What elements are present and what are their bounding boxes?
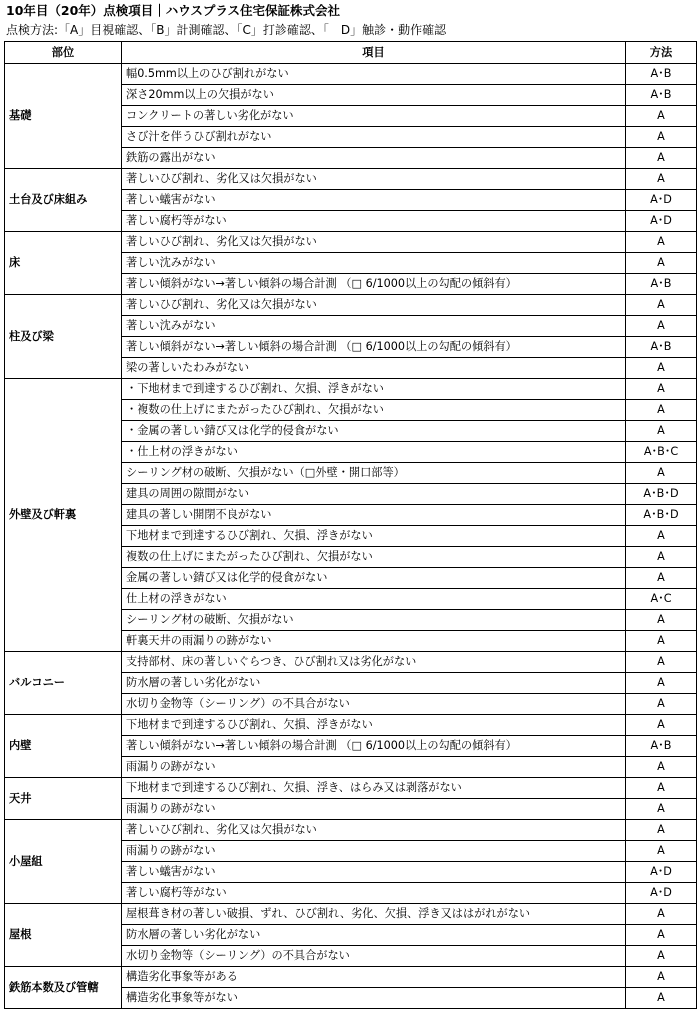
part-cell: 外壁及び軒裏	[5, 379, 122, 652]
column-header-part: 部位	[5, 42, 122, 64]
method-cell: A	[626, 652, 697, 673]
method-cell: A･B･D	[626, 484, 697, 505]
method-cell: A	[626, 253, 697, 274]
table-row	[5, 715, 697, 736]
part-cell: 土台及び床組み	[5, 169, 122, 232]
item-cell: 防水層の著しい劣化がない	[122, 673, 626, 694]
method-cell: A	[626, 127, 697, 148]
method-cell: A	[626, 463, 697, 484]
item-cell: 雨漏りの跡がない	[122, 799, 626, 820]
item-cell: 屋根葺き材の著しい破損、ずれ、ひび割れ、劣化、欠損、浮き又ははがれがない	[122, 904, 626, 925]
method-cell: A･B	[626, 274, 697, 295]
method-cell: A	[626, 988, 697, 1009]
item-cell: 構造劣化事象等がない	[122, 988, 626, 1009]
method-cell: A	[626, 379, 697, 400]
method-cell: A･B	[626, 337, 697, 358]
method-cell: A･B･D	[626, 505, 697, 526]
method-cell: A	[626, 400, 697, 421]
method-cell: A	[626, 799, 697, 820]
part-cell: 屋根	[5, 904, 122, 967]
table-row	[5, 379, 697, 400]
item-cell: 深さ20mm以上の欠損がない	[122, 85, 626, 106]
method-cell: A･C	[626, 589, 697, 610]
method-cell: A	[626, 316, 697, 337]
method-cell: A･D	[626, 211, 697, 232]
item-cell: ・仕上材の浮きがない	[122, 442, 626, 463]
part-cell: 柱及び梁	[5, 295, 122, 379]
item-cell: シーリング材の破断、欠損がない（□外壁・開口部等）	[122, 463, 626, 484]
item-cell: 梁の著しいたわみがない	[122, 358, 626, 379]
method-cell: A･B	[626, 736, 697, 757]
table-header-row	[5, 42, 697, 64]
method-cell: A･B	[626, 64, 697, 85]
method-cell: A	[626, 841, 697, 862]
item-cell: 著しい腐朽等がない	[122, 883, 626, 904]
item-cell: ・下地材まで到達するひび割れ、欠損、浮きがない	[122, 379, 626, 400]
inspection-table-body	[5, 64, 697, 1009]
method-cell: A･D	[626, 883, 697, 904]
item-cell: 著しい傾斜がない→著しい傾斜の場合計測 （□ 6/1000以上の勾配の傾斜有）	[122, 274, 626, 295]
item-cell: 下地材まで到達するひび割れ、欠損、浮き、はらみ又は剥落がない	[122, 778, 626, 799]
part-cell: 基礎	[5, 64, 122, 169]
part-cell: 床	[5, 232, 122, 295]
column-header-method: 方法	[626, 42, 697, 64]
method-cell: A	[626, 169, 697, 190]
item-cell: 複数の仕上げにまたがったひび割れ、欠損がない	[122, 547, 626, 568]
inspection-methods-note: 点検方法:「A」目視確認、「B」計測確認、「C」打診確認、「 D」触診・動作確認	[6, 23, 447, 37]
table-row	[5, 967, 697, 988]
item-cell: 鉄筋の露出がない	[122, 148, 626, 169]
method-cell: A	[626, 820, 697, 841]
part-cell: 鉄筋本数及び管轄	[5, 967, 122, 1009]
item-cell: 下地材まで到達するひび割れ、欠損、浮きがない	[122, 526, 626, 547]
item-cell: 支持部材、床の著しいぐらつき、ひび割れ又は劣化がない	[122, 652, 626, 673]
item-cell: ・金属の著しい錆び又は化学的侵食がない	[122, 421, 626, 442]
item-cell: 防水層の著しい劣化がない	[122, 925, 626, 946]
item-cell: 建具の周囲の隙間がない	[122, 484, 626, 505]
page-title: 10年目（20年）点検項目｜ハウスプラス住宅保証株式会社	[6, 3, 341, 18]
item-cell: 著しい沈みがない	[122, 253, 626, 274]
item-cell: 著しい蟻害がない	[122, 862, 626, 883]
item-cell: 下地材まで到達するひび割れ、欠損、浮きがない	[122, 715, 626, 736]
method-cell: A	[626, 631, 697, 652]
method-cell: A･D	[626, 190, 697, 211]
table-row	[5, 652, 697, 673]
item-cell: 建具の著しい開閉不良がない	[122, 505, 626, 526]
method-cell: A	[626, 778, 697, 799]
item-cell: さび汁を伴うひび割れがない	[122, 127, 626, 148]
part-cell: バルコニー	[5, 652, 122, 715]
item-cell: 金属の著しい錆び又は化学的侵食がない	[122, 568, 626, 589]
method-cell: A･B･C	[626, 442, 697, 463]
item-cell: 著しい傾斜がない→著しい傾斜の場合計測 （□ 6/1000以上の勾配の傾斜有）	[122, 337, 626, 358]
item-cell: 著しい蟻害がない	[122, 190, 626, 211]
item-cell: 著しいひび割れ、劣化又は欠損がない	[122, 232, 626, 253]
method-cell: A	[626, 568, 697, 589]
inspection-table	[4, 41, 697, 1009]
method-cell: A	[626, 715, 697, 736]
item-cell: 水切り金物等（シーリング）の不具合がない	[122, 694, 626, 715]
item-cell: 雨漏りの跡がない	[122, 757, 626, 778]
method-cell: A	[626, 106, 697, 127]
item-cell: 著しいひび割れ、劣化又は欠損がない	[122, 295, 626, 316]
item-cell: シーリング材の破断、欠損がない	[122, 610, 626, 631]
table-row	[5, 820, 697, 841]
item-cell: 幅0.5mm以上のひび割れがない	[122, 64, 626, 85]
method-cell: A･B	[626, 85, 697, 106]
item-cell: 著しい腐朽等がない	[122, 211, 626, 232]
item-cell: 軒裏天井の雨漏りの跡がない	[122, 631, 626, 652]
table-row	[5, 778, 697, 799]
method-cell: A	[626, 547, 697, 568]
item-cell: ・複数の仕上げにまたがったひび割れ、欠損がない	[122, 400, 626, 421]
item-cell: 著しいひび割れ、劣化又は欠損がない	[122, 169, 626, 190]
method-cell: A	[626, 610, 697, 631]
item-cell: 水切り金物等（シーリング）の不具合がない	[122, 946, 626, 967]
item-cell: コンクリートの著しい劣化がない	[122, 106, 626, 127]
item-cell: 構造劣化事象等がある	[122, 967, 626, 988]
method-cell: A	[626, 694, 697, 715]
part-cell: 内壁	[5, 715, 122, 778]
method-cell: A	[626, 295, 697, 316]
method-cell: A	[626, 925, 697, 946]
column-header-item: 項目	[122, 42, 626, 64]
table-row	[5, 232, 697, 253]
item-cell: 著しいひび割れ、劣化又は欠損がない	[122, 820, 626, 841]
table-row	[5, 169, 697, 190]
method-cell: A	[626, 673, 697, 694]
method-cell: A	[626, 946, 697, 967]
table-row	[5, 904, 697, 925]
method-cell: A	[626, 904, 697, 925]
part-cell: 小屋組	[5, 820, 122, 904]
table-row	[5, 64, 697, 85]
method-cell: A･D	[626, 862, 697, 883]
item-cell: 仕上材の浮きがない	[122, 589, 626, 610]
method-cell: A	[626, 232, 697, 253]
item-cell: 雨漏りの跡がない	[122, 841, 626, 862]
item-cell: 著しい沈みがない	[122, 316, 626, 337]
method-cell: A	[626, 358, 697, 379]
method-cell: A	[626, 526, 697, 547]
table-row	[5, 295, 697, 316]
item-cell: 著しい傾斜がない→著しい傾斜の場合計測 （□ 6/1000以上の勾配の傾斜有）	[122, 736, 626, 757]
method-cell: A	[626, 757, 697, 778]
method-cell: A	[626, 967, 697, 988]
method-cell: A	[626, 148, 697, 169]
part-cell: 天井	[5, 778, 122, 820]
method-cell: A	[626, 421, 697, 442]
